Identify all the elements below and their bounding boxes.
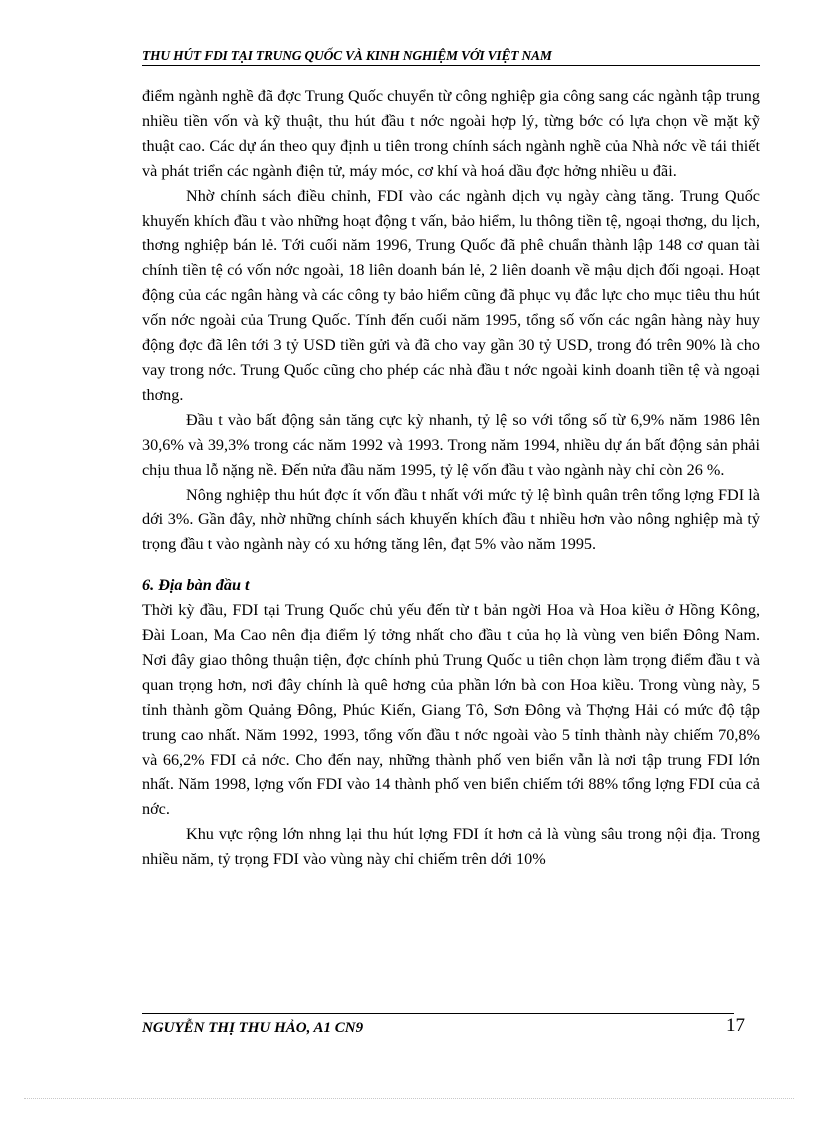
header-rule: [142, 65, 760, 66]
running-header: THU HÚT FDI TẠI TRUNG QUỐC VÀ KINH NGHIỆM VỚI VIỆT NAM: [142, 48, 552, 63]
document-body: [142, 84, 760, 872]
section-heading: 6. Địa bàn đầu t: [142, 576, 250, 595]
page-edge-divider: [24, 1098, 794, 1099]
footer-rule: [142, 1013, 734, 1014]
paragraph: Đầu t vào bất động sản tăng cực kỳ nhanh, tỷ lệ so với tổng số từ 6,9% năm 1986 lên 30,6% và 39,3% trong các năm 1992 và 1993. Trong năm 1994, nhiều dự án bất động sản phải chịu thua lỗ nặng nề. Đến nửa đầu năm 1995, tỷ lệ vốn đầu t vào ngành này chỉ còn 26 %.: [142, 410, 760, 479]
footer-author: NGUYỄN THỊ THU HẢO, A1 CN9: [142, 1020, 364, 1036]
page-number: 17: [726, 1015, 745, 1036]
paragraph: Nhờ chính sách điều chỉnh, FDI vào các ngành dịch vụ ngày càng tăng. Trung Quốc khuyến khích đầu t vào những hoạt động t vấn, bảo hiểm, lu thông tiền tệ, ngoại thơng, du lịch, thơng nghiệp bán lẻ. Tới cuối năm 1996, Trung Quốc đã phê chuẩn thành lập 148 cơ quan tài chính tiền tệ có vốn nớc ngoài, 18 liên doanh bán lẻ, 2 liên doanh về mậu dịch đối ngoại. Hoạt động của các ngân hàng và các công ty bảo hiểm cũng đã phục vụ đắc lực cho mục tiêu thu hút vốn nớc ngoài của Trung Quốc. Tính đến cuối năm 1995, tổng số vốn các ngân hàng này huy động đợc đã lên tới 3 tỷ USD tiền gửi và đã cho vay gần 30 tỷ USD, trong đó trên 90% là cho vay trong nớc. Trung Quốc cũng cho phép các nhà đầu t nớc ngoài kinh doanh tiền tệ và ngoại thơng.: [142, 186, 760, 404]
paragraph: Khu vực rộng lớn nhng lại thu hút lợng FDI ít hơn cả là vùng sâu trong nội địa. Trong nhiều năm, tỷ trọng FDI vào vùng này chỉ chiếm trên dới 10%: [142, 825, 760, 869]
paragraph: Nông nghiệp thu hút đợc ít vốn đầu t nhất với mức tỷ lệ bình quân trên tổng lợng FDI là dới 3%. Gần đây, nhờ những chính sách khuyến khích đầu t nhiều hơn vào nông nghiệp mà tỷ trọng đầu t vào ngành này có xu hớng tăng lên, đạt 5% vào năm 1995.: [142, 485, 760, 554]
paragraph: điểm ngành nghề đã đợc Trung Quốc chuyển từ công nghiệp gia công sang các ngành tập trung nhiều tiền vốn và kỹ thuật, thu hút đầu t nớc ngoài hợp lý, từng bớc có lựa chọn về mặt kỹ thuật cao. Các dự án theo quy định u tiên trong chính sách ngành nghề của Nhà nớc về tái thiết và phát triển các ngành điện tử, máy móc, cơ khí và hoá dầu đợc hởng nhiều u đãi.: [142, 87, 760, 180]
paragraph: Thời kỳ đầu, FDI tại Trung Quốc chủ yếu đến từ t bản ngời Hoa và Hoa kiều ở Hồng Kông, Đài Loan, Ma Cao nên địa điểm lý tởng nhất cho đầu t của họ là vùng ven biển Đông Nam. Nơi đây giao thông thuận tiện, đợc chính phủ Trung Quốc u tiên chọn làm trọng điểm đầu t và quan trọng hơn, nơi đây chính là quê hơng của phần lớn bà con Hoa kiều. Trong vùng này, 5 tỉnh thành gồm Quảng Đông, Phúc Kiến, Giang Tô, Sơn Đông và Thợng Hải có mức độ tập trung cao nhất. Năm 1992, 1993, tổng vốn đầu t nớc ngoài vào 5 tỉnh thành này chiếm 70,8% và 66,2% FDI cả nớc. Cho đến nay, những thành phố ven biển vẫn là nơi tập trung FDI lớn nhất. Năm 1998, lợng vốn FDI vào 14 thành phố ven biển chiếm tới 88% tổng lợng FDI của cả nớc.: [142, 601, 760, 819]
